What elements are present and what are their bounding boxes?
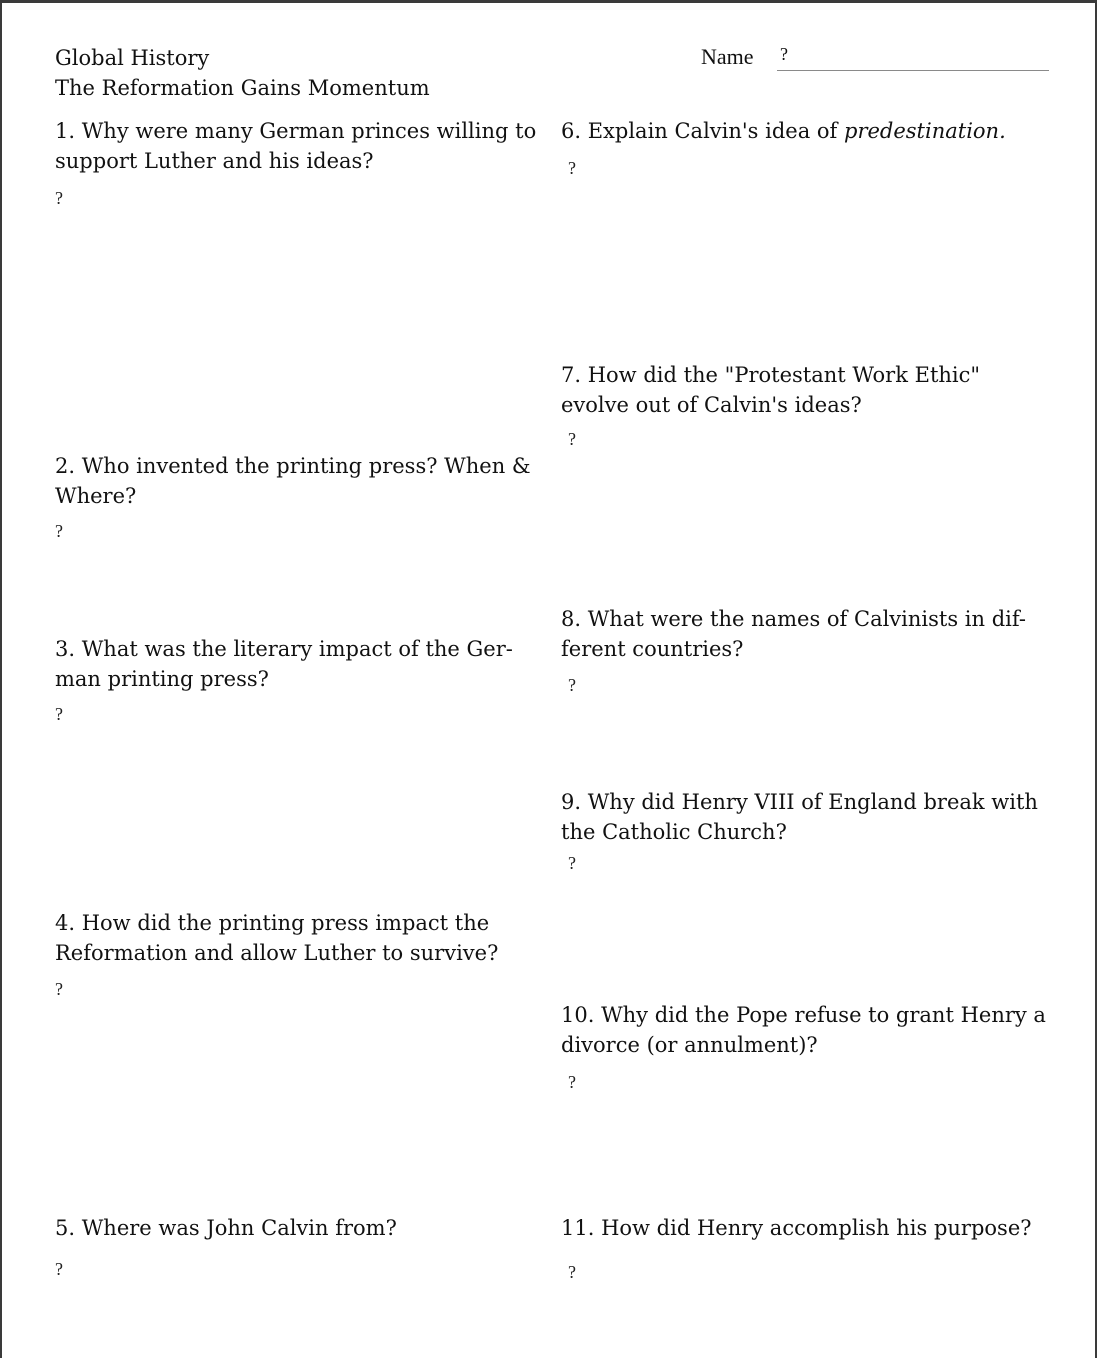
lesson-title: The Reformation Gains Momentum: [55, 76, 430, 100]
name-label: Name: [701, 44, 754, 69]
answer-11[interactable]: ?: [568, 1262, 576, 1282]
question-6-emphasis: predestination.: [844, 119, 1006, 143]
answer-6[interactable]: ?: [568, 158, 576, 178]
name-field[interactable]: [777, 44, 1049, 71]
question-7: 7. How did the "Protestant Work Ethic" evolve out of Calvin's ideas?: [561, 363, 981, 417]
question-9: 9. Why did Henry VIII of England break with the Catholic Church?: [561, 790, 1038, 844]
answer-3[interactable]: ?: [55, 704, 63, 724]
question-3: 3. What was the literary impact of the Ger-man printing press?: [55, 637, 513, 691]
answer-8[interactable]: ?: [568, 675, 576, 695]
answer-1[interactable]: ?: [55, 188, 63, 208]
question-1: 1. Why were many German princes willing to support Luther and his ideas?: [55, 119, 537, 173]
answer-4[interactable]: ?: [55, 979, 63, 999]
question-5: 5. Where was John Calvin from?: [55, 1216, 397, 1240]
question-4: 4. How did the printing press impact the Reformation and allow Luther to survive?: [55, 911, 499, 965]
name-value: ?: [780, 44, 788, 64]
answer-5[interactable]: ?: [55, 1259, 63, 1279]
question-6-text: 6. Explain Calvin's idea of: [561, 119, 844, 143]
question-8: 8. What were the names of Calvinists in dif-ferent countries?: [561, 607, 1026, 661]
question-10: 10. Why did the Pope refuse to grant Henry a divorce (or annulment)?: [561, 1003, 1046, 1057]
answer-7[interactable]: ?: [568, 429, 576, 449]
course-title: Global History: [55, 46, 210, 70]
question-2: 2. Who invented the printing press? When & Where?: [55, 454, 531, 508]
answer-9[interactable]: ?: [568, 853, 576, 873]
question-6: [561, 116, 1081, 146]
answer-2[interactable]: ?: [55, 521, 63, 541]
question-11: 11. How did Henry accomplish his purpose?: [561, 1216, 1032, 1240]
answer-10[interactable]: ?: [568, 1072, 576, 1092]
